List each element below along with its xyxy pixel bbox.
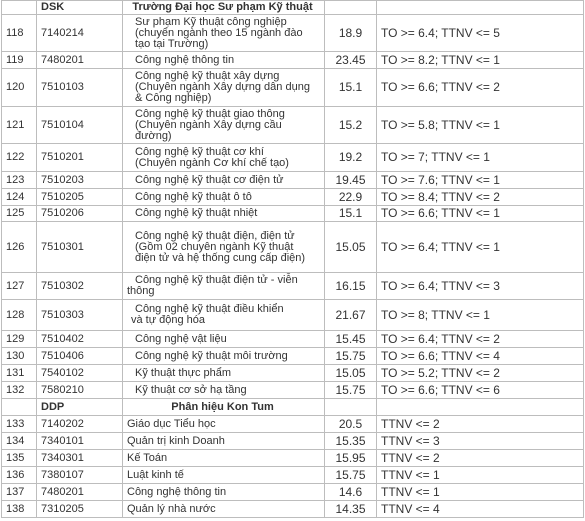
score-cell: 15.45 (325, 331, 377, 348)
stt-cell: 137 (2, 484, 37, 501)
score-cell: 15.2 (325, 107, 377, 144)
condition-cell: TO >= 6.6; TTNV <= 4 (377, 348, 584, 365)
condition-cell: TTNV <= 1 (377, 484, 584, 501)
condition-cell: TO >= 6.4; TTNV <= 5 (377, 15, 584, 52)
condition-cell: TO >= 8.4; TTNV <= 2 (377, 189, 584, 206)
major-name-cell: Giáo dục Tiểu học (123, 416, 325, 433)
major-code-cell: 7510104 (37, 107, 123, 144)
major-code-cell: 7540102 (37, 365, 123, 382)
major-code-cell: 7480201 (37, 52, 123, 69)
section-header-row (2, 399, 584, 416)
table-row (2, 107, 584, 144)
major-name-cell: Kỹ thuật cơ sở hạ tầng (123, 382, 325, 399)
stt-cell: 119 (2, 52, 37, 69)
school-name-cell: Phân hiệu Kon Tum (123, 399, 325, 416)
stt-cell: 123 (2, 172, 37, 189)
table-row (2, 52, 584, 69)
school-name-cell: Trường Đại học Sư phạm Kỹ thuật (123, 1, 325, 15)
condition-cell: TTNV <= 3 (377, 433, 584, 450)
major-code-cell: 7380107 (37, 467, 123, 484)
major-name-cell: Sư phạm Kỹ thuật công nghiệp (chuyển ngành theo 15 ngành đào tạo tại Trường) (123, 15, 325, 52)
condition-cell: TTNV <= 2 (377, 450, 584, 467)
score-cell: 15.75 (325, 382, 377, 399)
condition-cell (377, 1, 584, 15)
admission-scores-table (1, 0, 584, 518)
condition-cell: TO >= 6.4; TTNV <= 1 (377, 222, 584, 273)
table-row (2, 15, 584, 52)
major-code-cell: 7140202 (37, 416, 123, 433)
major-name-cell: Công nghệ kỹ thuật nhiệt (123, 206, 325, 222)
condition-cell: TO >= 7.6; TTNV <= 1 (377, 172, 584, 189)
table-row (2, 382, 584, 399)
table-row (2, 416, 584, 433)
major-name-cell: Công nghệ thông tin (123, 52, 325, 69)
major-code-cell: 7340301 (37, 450, 123, 467)
table-row (2, 300, 584, 331)
major-name-cell: Luật kinh tế (123, 467, 325, 484)
score-cell: 21.67 (325, 300, 377, 331)
stt-cell (2, 1, 37, 15)
stt-cell: 138 (2, 501, 37, 518)
stt-cell: 132 (2, 382, 37, 399)
score-cell: 16.15 (325, 273, 377, 300)
major-code-cell: 7510201 (37, 144, 123, 172)
score-cell: 15.05 (325, 222, 377, 273)
table-row (2, 348, 584, 365)
stt-cell: 134 (2, 433, 37, 450)
condition-cell: TO >= 8.2; TTNV <= 1 (377, 52, 584, 69)
stt-cell: 127 (2, 273, 37, 300)
score-cell: 18.9 (325, 15, 377, 52)
condition-cell (377, 399, 584, 416)
table-row (2, 69, 584, 107)
table-row (2, 144, 584, 172)
major-code-cell: 7480201 (37, 484, 123, 501)
major-code-cell: 7510402 (37, 331, 123, 348)
score-cell: 23.45 (325, 52, 377, 69)
score-cell (325, 1, 377, 15)
major-name-cell: Công nghệ thông tin (123, 484, 325, 501)
condition-cell: TO >= 5.8; TTNV <= 1 (377, 107, 584, 144)
table-row (2, 331, 584, 348)
score-cell: 15.1 (325, 206, 377, 222)
major-name-cell: Công nghệ kỹ thuật cơ khí (Chuyên ngành Cơ khí chế tạo) (123, 144, 325, 172)
table-row (2, 467, 584, 484)
school-code-cell: DSK (37, 1, 123, 15)
table-row (2, 433, 584, 450)
major-name-cell: Công nghệ kỹ thuật giao thông (Chuyên ngành Xây dựng cầu đường) (123, 107, 325, 144)
score-cell: 15.95 (325, 450, 377, 467)
score-cell: 14.6 (325, 484, 377, 501)
table-row (2, 365, 584, 382)
major-code-cell: 7140214 (37, 15, 123, 52)
major-name-cell: Công nghệ kỹ thuật xây dựng (Chuyên ngành Xây dựng dân dụng & Công nghiệp) (123, 69, 325, 107)
table-row (2, 222, 584, 273)
stt-cell: 131 (2, 365, 37, 382)
table-row (2, 501, 584, 518)
major-code-cell: 7310205 (37, 501, 123, 518)
score-cell: 19.45 (325, 172, 377, 189)
score-cell: 22.9 (325, 189, 377, 206)
condition-cell: TO >= 6.4; TTNV <= 3 (377, 273, 584, 300)
stt-cell: 129 (2, 331, 37, 348)
major-name-cell: Quản trị kinh Doanh (123, 433, 325, 450)
major-name-cell: Công nghệ kỹ thuật ô tô (123, 189, 325, 206)
score-cell: 15.75 (325, 348, 377, 365)
stt-cell: 118 (2, 15, 37, 52)
stt-cell: 133 (2, 416, 37, 433)
stt-cell: 130 (2, 348, 37, 365)
major-code-cell: 7510206 (37, 206, 123, 222)
school-code-cell: DDP (37, 399, 123, 416)
major-name-cell: Công nghệ kỹ thuật điện, điện tử (Gồm 02 chuyên ngành Kỹ thuật điện tử và hệ thống cung cấp điện) (123, 222, 325, 273)
score-cell: 15.1 (325, 69, 377, 107)
major-code-cell: 7340101 (37, 433, 123, 450)
major-name-cell: Kỹ thuật thực phẩm (123, 365, 325, 382)
score-cell (325, 399, 377, 416)
score-cell: 15.35 (325, 433, 377, 450)
major-name-cell: Công nghệ kỹ thuật cơ điện tử (123, 172, 325, 189)
major-code-cell: 7510406 (37, 348, 123, 365)
score-cell: 19.2 (325, 144, 377, 172)
condition-cell: TTNV <= 2 (377, 416, 584, 433)
stt-cell: 136 (2, 467, 37, 484)
stt-cell (2, 399, 37, 416)
table-row (2, 273, 584, 300)
major-code-cell: 7510302 (37, 273, 123, 300)
major-name-cell: Quản lý nhà nước (123, 501, 325, 518)
stt-cell: 125 (2, 206, 37, 222)
major-name-cell: Kế Toán (123, 450, 325, 467)
stt-cell: 128 (2, 300, 37, 331)
condition-cell: TTNV <= 4 (377, 501, 584, 518)
stt-cell: 122 (2, 144, 37, 172)
score-cell: 15.75 (325, 467, 377, 484)
score-cell: 20.5 (325, 416, 377, 433)
condition-cell: TO >= 6.4; TTNV <= 2 (377, 331, 584, 348)
stt-cell: 124 (2, 189, 37, 206)
major-code-cell: 7580210 (37, 382, 123, 399)
condition-cell: TO >= 6.6; TTNV <= 6 (377, 382, 584, 399)
table-row (2, 189, 584, 206)
major-name-cell: Công nghệ vật liệu (123, 331, 325, 348)
score-cell: 15.05 (325, 365, 377, 382)
major-code-cell: 7510103 (37, 69, 123, 107)
stt-cell: 120 (2, 69, 37, 107)
condition-cell: TO >= 7; TTNV <= 1 (377, 144, 584, 172)
major-code-cell: 7510205 (37, 189, 123, 206)
condition-cell: TO >= 6.6; TTNV <= 2 (377, 69, 584, 107)
condition-cell: TO >= 8; TTNV <= 1 (377, 300, 584, 331)
major-name-cell: Công nghệ kỹ thuật điều khiển và tự động hóa (123, 300, 325, 331)
condition-cell: TO >= 5.2; TTNV <= 2 (377, 365, 584, 382)
table-row (2, 206, 584, 222)
major-code-cell: 7510301 (37, 222, 123, 273)
stt-cell: 126 (2, 222, 37, 273)
table-row (2, 172, 584, 189)
score-cell: 14.35 (325, 501, 377, 518)
major-name-cell: Công nghệ kỹ thuật điện tử - viễn thông (123, 273, 325, 300)
table-row (2, 450, 584, 467)
stt-cell: 121 (2, 107, 37, 144)
table-row (2, 484, 584, 501)
major-code-cell: 7510303 (37, 300, 123, 331)
stt-cell: 135 (2, 450, 37, 467)
condition-cell: TO >= 6.6; TTNV <= 1 (377, 206, 584, 222)
section-header-row (2, 1, 584, 15)
major-code-cell: 7510203 (37, 172, 123, 189)
condition-cell: TTNV <= 1 (377, 467, 584, 484)
major-name-cell: Công nghệ kỹ thuật môi trường (123, 348, 325, 365)
